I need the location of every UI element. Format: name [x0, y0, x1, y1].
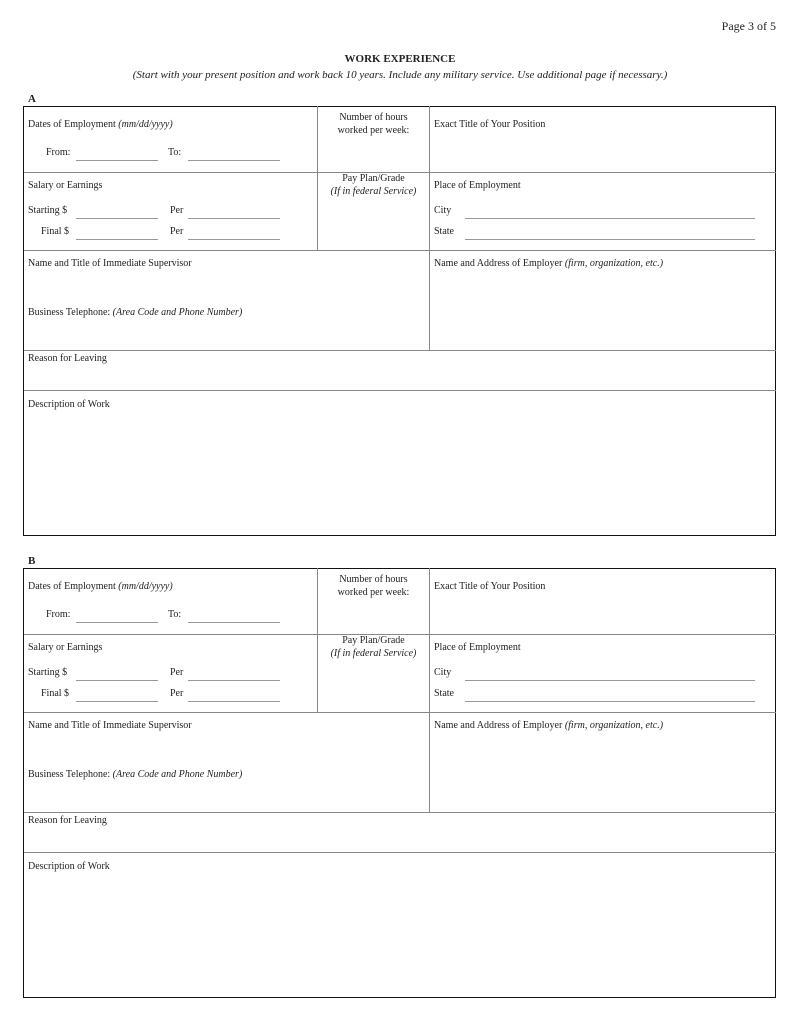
final-salary-field[interactable] — [76, 701, 158, 702]
per-label: Per — [170, 226, 184, 237]
hours-label-1: Number of hours — [339, 112, 408, 123]
from-date-field[interactable] — [76, 622, 158, 623]
hours-label-1: Number of hours — [339, 574, 408, 585]
starting-salary-field[interactable] — [76, 680, 158, 681]
page-number: Page 3 of 5 — [721, 19, 776, 33]
per-label: Per — [170, 688, 184, 699]
starting-label: Starting $ — [28, 205, 68, 216]
from-label: From: — [46, 609, 71, 620]
divider — [24, 712, 776, 713]
section-letter: B — [28, 555, 36, 567]
salary-label: Salary or Earnings — [28, 642, 103, 653]
hours-label-2: worked per week: — [337, 125, 410, 136]
divider — [24, 350, 776, 351]
city-label: City — [434, 205, 452, 216]
description-label: Description of Work — [28, 399, 110, 410]
final-salary-field[interactable] — [76, 239, 158, 240]
employer-label: Name and Address of Employer (firm, organization, etc.) — [434, 258, 664, 269]
dates-label: Dates of Employment (mm/dd/yyyy) — [28, 119, 173, 130]
divider — [429, 568, 430, 812]
to-date-field[interactable] — [188, 160, 280, 161]
from-date-field[interactable] — [76, 160, 158, 161]
divider — [24, 390, 776, 391]
starting-per-field[interactable] — [188, 680, 280, 681]
final-per-field[interactable] — [188, 701, 280, 702]
hours-label-2: worked per week: — [337, 587, 410, 598]
supervisor-label: Name and Title of Immediate Supervisor — [28, 258, 192, 269]
final-label: Final $ — [41, 688, 70, 699]
pay-plan-note: (If in federal Service) — [330, 648, 417, 659]
phone-label: Business Telephone: (Area Code and Phone Number) — [28, 769, 243, 780]
divider — [24, 250, 776, 251]
city-label: City — [434, 667, 452, 678]
city-field[interactable] — [465, 680, 755, 681]
city-field[interactable] — [465, 218, 755, 219]
pay-plan-note: (If in federal Service) — [330, 186, 417, 197]
place-label: Place of Employment — [434, 642, 521, 653]
per-label: Per — [170, 667, 184, 678]
per-label: Per — [170, 205, 184, 216]
state-label: State — [434, 688, 454, 699]
to-label: To: — [168, 609, 182, 620]
page-subtitle: (Start with your present position and work back 10 years. Include any military service. Use additional page if necessary.) — [132, 69, 668, 81]
from-label: From: — [46, 147, 71, 158]
employment-section — [23, 106, 776, 536]
final-label: Final $ — [41, 226, 70, 237]
divider — [429, 106, 430, 350]
state-field[interactable] — [465, 701, 755, 702]
employment-section — [23, 568, 776, 998]
phone-label: Business Telephone: (Area Code and Phone Number) — [28, 307, 243, 318]
reason-label: Reason for Leaving — [28, 815, 107, 826]
starting-per-field[interactable] — [188, 218, 280, 219]
divider — [24, 812, 776, 813]
salary-label: Salary or Earnings — [28, 180, 103, 191]
pay-plan-label: Pay Plan/Grade — [342, 635, 405, 646]
employer-label: Name and Address of Employer (firm, organization, etc.) — [434, 720, 664, 731]
exact-title-label: Exact Title of Your Position — [434, 581, 546, 592]
page-title: WORK EXPERIENCE — [344, 53, 456, 65]
to-label: To: — [168, 147, 182, 158]
reason-label: Reason for Leaving — [28, 353, 107, 364]
divider — [24, 852, 776, 853]
final-per-field[interactable] — [188, 239, 280, 240]
description-label: Description of Work — [28, 861, 110, 872]
starting-salary-field[interactable] — [76, 218, 158, 219]
starting-label: Starting $ — [28, 667, 68, 678]
state-label: State — [434, 226, 454, 237]
to-date-field[interactable] — [188, 622, 280, 623]
exact-title-label: Exact Title of Your Position — [434, 119, 546, 130]
state-field[interactable] — [465, 239, 755, 240]
pay-plan-label: Pay Plan/Grade — [342, 173, 405, 184]
supervisor-label: Name and Title of Immediate Supervisor — [28, 720, 192, 731]
place-label: Place of Employment — [434, 180, 521, 191]
section-letter: A — [28, 93, 36, 105]
dates-label: Dates of Employment (mm/dd/yyyy) — [28, 581, 173, 592]
